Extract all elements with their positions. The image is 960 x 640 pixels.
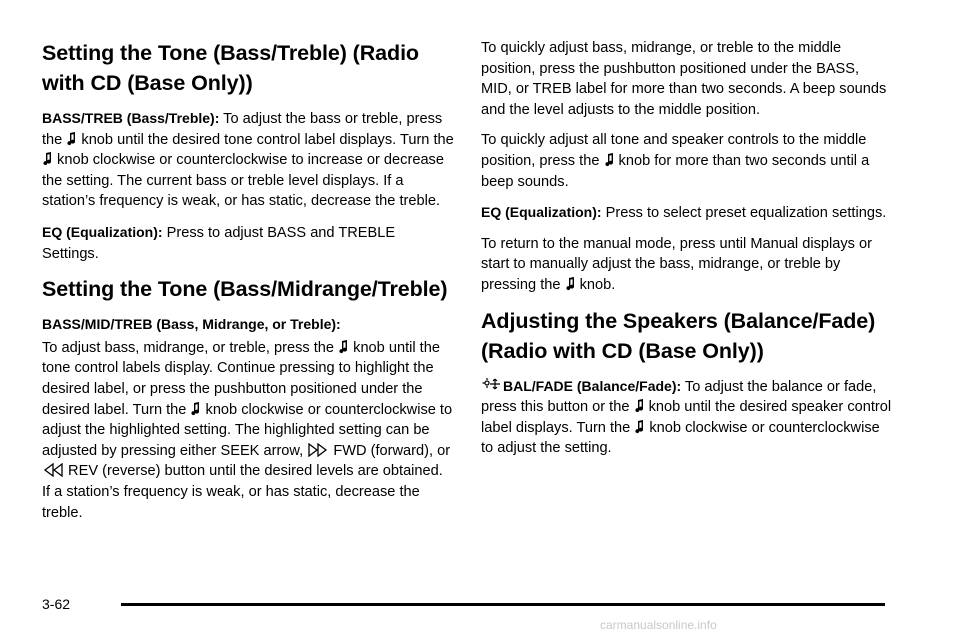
term-eq: EQ (Equalization): [42, 223, 163, 240]
music-note-icon [43, 152, 52, 166]
paragraph-bmt-lead [42, 314, 454, 336]
heading-bass-mid-treble: Setting the Tone (Bass/Midrange/Treble) [42, 277, 448, 302]
paragraph-middle-position: To quickly adjust bass, midrange, or treble to the middle position, press the pushbutton positioned under the BASS, MID, or TREB label for more than two seconds. A beep sounds and the level adjusts to the middle position. [481, 40, 887, 118]
footer-rule [121, 603, 885, 606]
term-bal-fade: BAL/FADE (Balance/Fade): [503, 377, 682, 394]
heading-bass-treble: Setting the Tone (Bass/Treble) (Radio with CD (Base Only)) [42, 41, 419, 95]
watermark: carmanualsonline.info [600, 618, 717, 632]
seek-forward-icon [308, 443, 328, 457]
music-note-icon [191, 402, 200, 416]
music-note-icon [635, 399, 644, 413]
speaker-balance-icon [482, 377, 502, 393]
music-note-icon [566, 277, 575, 291]
music-note-icon [339, 340, 348, 354]
left-column [42, 38, 454, 533]
term-bass-mid-treb: BASS/MID/TREB (Bass, Midrange, or Treble): [42, 316, 341, 333]
term-bass-treb: BASS/TREB (Bass/Treble): [42, 110, 220, 126]
term-eq: EQ (Equalization): [481, 204, 602, 221]
page-number: 3-62 [42, 596, 71, 612]
paragraph-manual-mode: To return to the manual mode, press until Manual displays or start to manually adjust the bass, midrange, or treble by pressing the knob. [481, 235, 872, 293]
right-column [481, 38, 893, 469]
paragraph-bass-treble: BASS/TREB (Bass/Treble): To adjust the bass or treble, press the knob until the desired tone control label displays. Turn the knob clockwise or counterclockwise to increase or decrease the setting. The current bass or treble level displays. If a station’s frequency is weak, or has static, decrease the treble. [42, 110, 454, 210]
paragraph-all-tone-reset: To quickly adjust all tone and speaker controls to the middle position, press the knob for more than two seconds until a beep sounds. [481, 132, 870, 190]
music-note-icon [605, 153, 614, 167]
music-note-icon [67, 132, 76, 146]
paragraph-eq-right: EQ (Equalization): Press to select preset equalization settings. [481, 204, 887, 222]
paragraph-balance-fade: BAL/FADE (Balance/Fade): To adjust the balance or fade, press this button or the knob until the desired speaker control label displays. Turn the knob clockwise or counterclockwise to adjust the setting. [481, 377, 892, 457]
paragraph-bass-mid-treble: To adjust bass, midrange, or treble, press the knob until the tone control labels display. Continue pressing to highlight the desired label, or press the pushbutton positioned under the desired label. Turn the knob clockwise or counterclockwise to adjust the highlighted setting. The highlighted setting can be adjusted by pressing either SEEK arrow, FWD (forward), or REV (reverse) button until the desired levels are obtained. If a station’s frequency is weak, or has static, decrease the treble. [42, 339, 453, 521]
paragraph-eq-left: EQ (Equalization): Press to adjust BASS and TREBLE Settings. [42, 223, 396, 262]
heading-balance-fade: Adjusting the Speakers (Balance/Fade) (Radio with CD (Base Only)) [481, 308, 876, 363]
seek-reverse-icon [43, 463, 63, 477]
music-note-icon [635, 420, 644, 434]
